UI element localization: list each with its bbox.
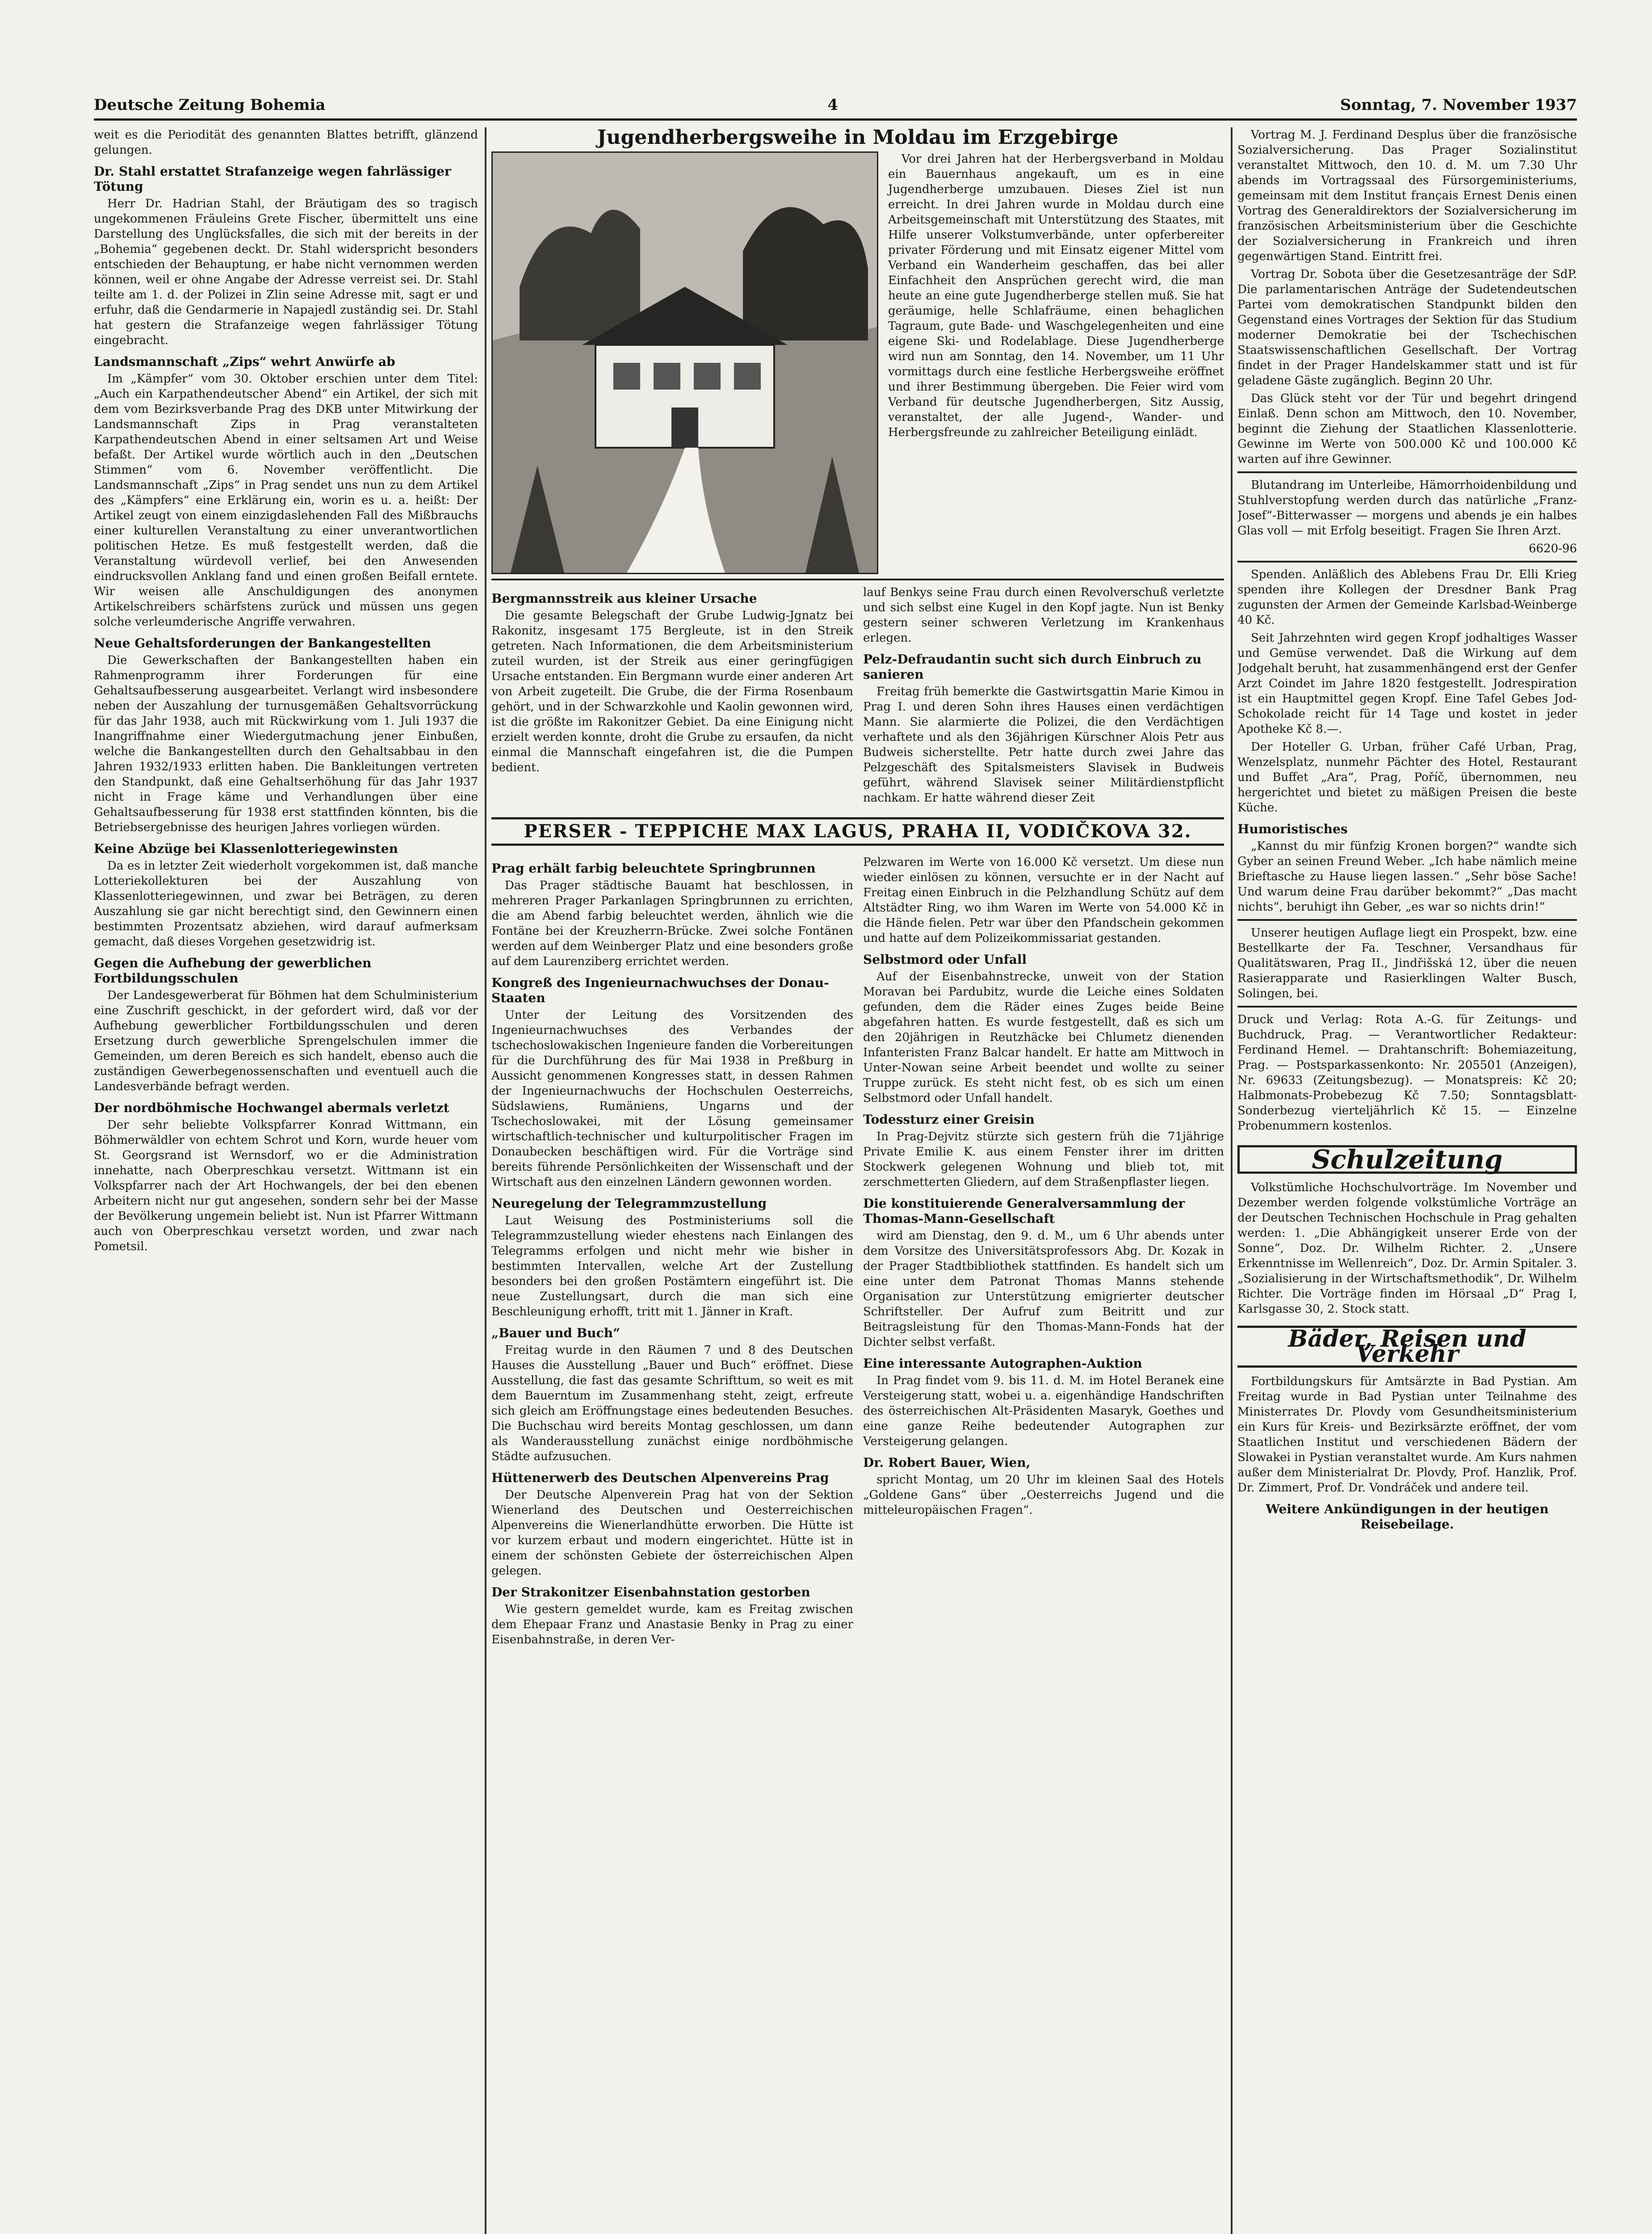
col3-paragraph-3: Das Glück steht vor der Tür und begehrt dringend Einlaß. Denn schon am Mittwoch, den 10. November, beginnt die Ziehung der Staatlichen Klassenlotterie. Gewinne im Werte von 500.000 Kč und 100.000 Kč warten auf ihre Gewinner. — [1237, 392, 1577, 466]
col2-heading-6: Hüttenerwerb des Deutschen Alpenvereins Prag — [491, 1470, 829, 1485]
col1-paragraph-2: Im „Kämpfer“ vom 30. Oktober erschien unter dem Titel: „Auch ein Karpathendeutscher Abend“ ein Artikel, der sich mit dem vom Bezirksverbande Prag des DKB unter Mitwirkung der Landsmannschaft Zips in Prag veranstalteten Karpathendeutschen Abend in einer seltsamen Art und Weise befaßt. Der Artikel wurde wörtlich auch in den „Deutschen Stimmen“ vom 6. November veröffentlicht. Die Landsmannschaft „Zips“ in Prag sendet uns nun zu dem Artikel des „Kämpfers“ eine Erklärung ein, worin es u. a. heißt: Der Artikel zeugt von einem einzigdaslehenden Fall des Mißbrauchs einer kulturellen Veranstaltung zu einer unverantwortlichen politischen Hetze. Es muß festgestellt werden, daß die Veranstaltung würdevoll verlief, bei den Anwesenden eindrucksvollen Anklang fand und einen großen Beifall erntete. Wir weisen alle Anschuldigungen des anonymen Artikelschreibers schärfstens zurück und müssen uns gegen solche verleumderische Angriffe verwahren. — [94, 372, 478, 629]
col2-heading-9: Selbstmord oder Unfall — [863, 952, 1027, 967]
col2-paragraph-1: Die gesamte Belegschaft der Grube Ludwig-Jgnatz bei Rakonitz, insgesamt 175 Bergleute, ist in den Streik getreten. Nach Informationen, die dem Arbeitsministerium zuteil wurden, ist der Streik aus einer geringfügigen Ursache entstanden. Ein Bergmann wurde einer anderen Art von Arbeit zugeteilt. Die Grube, die der Firma Rosenbaum gehört, und in der Schwarzkohle und Kaolin gewonnen wird, ist die größte im Rakonitzer Gebiet. Da eine Einigung nicht erzielt werden konnte, droht die Grube zu ersaufen, da nicht einmal die Mannschaft eingefahren ist, die die Pumpen bedient. — [491, 609, 853, 774]
col2-heading-1: Bergmannsstreik aus kleiner Ursache — [491, 591, 757, 606]
col1-paragraph-5: Der Landesgewerberat für Böhmen hat dem Schulministerium eine Zuschrift geschickt, in der gefordert wird, daß vor der Aufhebung gewerblicher Fortbildungsschulen und deren Ersetzung durch gewerbliche Sprengelschulen immer die Gemeinden, um deren Bereich es sich handelt, ebenso auch die zuständigen Gewerbegenossenschaften und eventuell auch die Landesverbände befragt werden. — [94, 989, 478, 1093]
col3-paragraph-9: Unserer heutigen Auflage liegt ein Prospekt, bzw. eine Bestellkarte der Fa. Teschner, Versandhaus für Qualitätswaren, Prag II., Jindřišská 12, über die neuen Rasierapparate und Rasierklingen Walter Busch, Solingen, bei. — [1237, 926, 1577, 1000]
col2-paragraph-1b: lauf Benkys seine Frau durch einen Revolverschuß verletzte und sich selbst eine Kugel in den Kopf jagte. Nun ist Benky gestern seiner schweren Verletzung im Krankenhaus erlegen. — [863, 586, 1224, 645]
col2-paragraph-7: Wie gestern gemeldet wurde, kam es Freitag zwischen dem Ehepaar Franz und Anastasie Benky in Prag zu einer Eisenbahnstraße, in deren Ver- — [491, 1603, 853, 1646]
col1-heading-5: Gegen die Aufhebung der gewerblichen Fortbildungsschulen — [94, 956, 372, 986]
center-row-1-left — [491, 585, 853, 808]
col2-paragraph-9: Auf der Eisenbahnstrecke, unweit von der Station Moravan bei Pardubitz, wurde die Leiche eines Soldaten gefunden, dem die Räder eines Zuges beide Beine abgefahren hatten. Es wurde festgestellt, daß es sich um den 20jährigen in Reutzhäcke bei Chlumetz dienenden Infanteristen Franz Balcar handelt. Er hatte am Mittwoch in Unter-Nowan seine Arbeit beendet und wollte zu seiner Truppe zurück. Es steht nicht fest, ob es sich um einen Selbstmord oder Unfall handelt. — [863, 970, 1224, 1105]
col1-paragraph-1: Herr Dr. Hadrian Stahl, der Bräutigam des so tragisch ungekommenen Fräuleins Grete Fischer, übermittelt uns eine Darstellung des Unglücksfalles, die sich mit der bereits in der „Bohemia“ gegebenen deckt. Dr. Stahl widerspricht besonders entschieden der Behauptung, er habe nicht vernommen werden können, weil er ohne Angabe der Adresse verreist sei. Dr. Stahl teilte am 1. d. der Polizei in Zlin seine Adresse mit, sagt er und erfuhr, daß die Gendarmerie in Napajedl zuständig sei. Dr. Stahl hat gestern die Strafanzeige wegen fahrlässiger Tötung eingebracht. — [94, 197, 478, 347]
divider — [1237, 1006, 1577, 1008]
column-rule-2 — [1231, 127, 1233, 2234]
col2-paragraph-2: Das Prager städtische Bauamt hat beschlossen, in mehreren Prager Parkanlagen Springbrunnen zu errichten, die am Abend farbig beleuchtet werden, ähnlich wie die Fontäne bei der Kreuzherrn-Brücke. Zwei solche Fontänen werden auf dem Weinberger Platz und eine besonders große auf dem Laurenziberg errichtet werden. — [491, 879, 853, 968]
divider — [1237, 919, 1577, 921]
article-title-youth-hostel: Jugendherbergsweihe in Moldau im Erzgebirge — [597, 127, 1119, 149]
carpet-advertisement: PERSER - TEPPICHE MAX LAGUS, PRAHA II, VODIČKOVA 32. — [491, 817, 1224, 846]
col2-paragraph-8: Pelzwaren im Werte von 16.000 Kč versetzt. Um diese nun wieder einlösen zu können, versuchte er in der Nacht auf Freitag einen Einbruch in die Pelzhandlung Schütz auf dem Altstädter Ring, wo ihm Waren im Werte von 54.000 Kč in die Hände fielen. Petr war über den Pfandschein gekommen und hatte auf dem Polizeikommissariat gestanden. — [863, 856, 1224, 945]
col2-paragraph-5: Freitag wurde in den Räumen 7 und 8 des Deutschen Hauses die Ausstellung „Bauer und Buch“ eröffnet. Diese Ausstellung, die fast das gesamte Schrifttum, so weit es mit dem Bauerntum im Zusammenhang steht, zeigt, erfreute sich gleich am Eröffnungstage eines bedeutenden Besuches. Die Buchschau wird bereits Montag geschlossen, um dann als Wanderausstellung zunächst einige nordböhmische Städte aufzusuchen. — [491, 1344, 853, 1463]
section-title-travel: Bäder, Reisen und Verkehr — [1237, 1326, 1577, 1368]
column-2 — [491, 127, 1224, 2234]
col2-paragraph-3: Unter der Leitung des Vorsitzenden des Ingenieurnachwuchses des Verbandes der tschechoslowakischen Ingenieure fanden die Vorbereitungen für die Durchführung des für Mai 1938 in Preßburg in Aussicht genommenen Kongresses statt, in dessen Rahmen der Ingenieurnachwuchs der Hochschulen Oesterreichs, Südslawiens, Rumäniens, Ungarns und der Tschechoslowakei, mit der Lösung gemeinsamer wirtschaftlich-technischer und kulturpolitischer Fragen im Donaubecken beschäftigen wird. Für die Vorträge sind bereits führende Persönlichkeiten der Wissenschaft und der Wirtschaft aus den einzelnen Ländern gewonnen worden. — [491, 1008, 853, 1189]
col2-paragraph-13: spricht Montag, um 20 Uhr im kleinen Saal des Hotels „Goldene Gans“ über „Oesterreichs Jugend und die mitteleuropäischen Fragen“. — [863, 1473, 1224, 1517]
col1-paragraph-4: Da es in letzter Zeit wiederholt vorgekommen ist, daß manche Lotteriekollekturen bei der Auszahlung von Klassenlotteriegewinnen, und zwar bei Beträgen, zu deren Auszahlung sie gar nicht berechtigt sind, den Gewinnern einen bestimmten Prozentsatz abziehen, wird darauf aufmerksam gemacht, daß dieses Vorgehen gesetzwidrig ist. — [94, 859, 478, 949]
col2-heading-4: Neuregelung der Telegrammzustellung — [491, 1196, 767, 1211]
col2-heading-11: Die konstituierende Generalversammlung der Thomas-Mann-Gesellschaft — [863, 1196, 1185, 1226]
masthead-page-number: 4 — [827, 96, 838, 114]
col2-heading-5: „Bauer und Buch“ — [491, 1326, 621, 1340]
column-rule-1 — [485, 127, 486, 2234]
col3-tail-note: Weitere Ankündigungen in der heutigen Reisebeilage. — [1266, 1502, 1549, 1532]
col2-heading-7: Der Strakonitzer Eisenbahnstation gestorben — [491, 1585, 810, 1600]
column-3 — [1237, 127, 1577, 2234]
col2-paragraph-12: In Prag findet vom 9. bis 11. d. M. im Hotel Beranek eine Versteigerung statt, wobei u. a. eigenhändige Handschriften des österreichischen Alt-Präsidenten Masaryk, Goethes und eine ganze Reihe bedeutender Autographen zur Versteigerung gelangen. — [863, 1374, 1224, 1448]
youth-hostel-text: Vor drei Jahren hat der Herbergsverband in Moldau ein Bauernhaus angekauft, um es in eine Jugendherberge umzubauen. Dieses Ziel ist nun erreicht. In drei Jahren wurde in Moldau durch eine Arbeitsgemeinschaft mit Unterstützung des Staates, mit Hilfe unserer Volkstumverbände, unter opferbereiter privater Förderung und mit Einsatz eigener Mittel vom Verband ein Wanderheim geschaffen, das bei aller Einfachheit den Ansprüchen gerecht wird, die man heute an eine gute Jugendherberge stellen muß. Sie hat geräumige, helle Schlafräume, einen behaglichen Tagraum, gute Bade- und Waschgelegenheiten und eine eigene Ski- und Rodelablage. Diese Jugendherberge wird nun am Sonntag, den 14. November, um 11 Uhr vormittags durch eine festliche Herbergsweihe eröffnet und ihrer Bestimmung übergeben. Die Feier wird vom Verband für deutsche Jugendherbergen, Sitz Aussig, veranstaltet, der alle Jugend-, Wander- und Herbergsfreunde zu zahlreicher Beteiligung einlädt. — [888, 152, 1224, 439]
divider — [1237, 561, 1577, 563]
col2-heading-10: Todessturz einer Greisin — [863, 1112, 1035, 1127]
col1-intro: weit es die Periodität des genannten Blattes betrifft, glänzend gelungen. — [94, 128, 478, 157]
col2-paragraph-10: In Prag-Dejvitz stürzte sich gestern früh die 71jährige Private Emilie K. aus einem Fenster ihrer im dritten Stockwerk gelegenen Wohnung und blieb tot, mit zerschmetterten Gliedern, auf dem Straßenpflaster liegen. — [863, 1130, 1224, 1189]
col3-paragraph-4: Blutandrang im Unterleibe, Hämorrhoidenbildung und Stuhlverstopfung werden durch das natürliche „Franz-Josef“-Bitterwasser — morgens und abends je ein halbes Glas voll — mit Erfolg beseitigt. Fragen Sie Ihren Arzt. — [1237, 479, 1577, 538]
col2-heading-3: Kongreß des Ingenieurnachwuchses der Donau-Staaten — [491, 975, 829, 1005]
col2-paragraph-6: Der Deutsche Alpenverein Prag hat von der Sektion Wienerland des Deutschen und Oesterreichischen Alpenvereins die Wienerlandhütte erworben. Die Hütte ist vor kurzem erbaut und modern eingerichtet. Hütte ist in einem der schönsten Gebiete der österreichischen Alpen gelegen. — [491, 1488, 853, 1578]
youth-hostel-illustration — [491, 151, 878, 574]
divider — [1237, 471, 1577, 473]
col3-paragraph-1: Vortrag M. J. Ferdinand Desplus über die französische Sozialversicherung. Das Prager Sozialinstitut veranstaltet Mittwoch, den 10. d. M. um 7.30 Uhr abends im Vortragssaal des Fürsorgeministeriums, gemeinsam mit dem Institut français Ernest Denis einen Vortrag des Generaldirektors der Sozialversicherung im französischen Arbeitsministerium über die Geschichte der Sozialversicherung in Frankreich und ihren gegenwärtigen Stand. Eintritt frei. — [1237, 128, 1577, 263]
col2-paragraph-4: Laut Weisung des Postministeriums soll die Telegrammzustellung wieder ehestens nach Einlangen des Telegramms erfolgen und nicht mehr wie bisher in bestimmten Intervallen, welche Art der Zustellung besonders bei den großen Postämtern eingeführt ist. Die neue Zustellungsart, durch die man sich eine Beschleunigung erhofft, tritt mit 1. Jänner in Kraft. — [491, 1214, 853, 1319]
col1-heading-4: Keine Abzüge bei Klassenlotteriegewinsten — [94, 841, 398, 856]
center-row-2 — [491, 855, 1224, 1650]
col2-paragraph-11: wird am Dienstag, den 9. d. M., um 6 Uhr abends unter dem Vorsitze des Universitätsprofessors Abg. Dr. Kozak in der Prager Stadtbibliothek stattfinden. Es handelt sich um eine unter dem Patronat Thomas Manns stehende Organisation zur Unterstützung emigrierter deutscher Schriftsteller. Der Aufruf zum Beitritt und zur Beitragsleistung für den Thomas-Mann-Fonds hat der Dichter selbst verfaßt. — [863, 1229, 1224, 1349]
col1-heading-6: Der nordböhmische Hochwangel abermals verletzt — [94, 1100, 449, 1115]
col1-paragraph-3: Die Gewerkschaften der Bankangestellten haben ein Rahmenprogramm ihrer Forderungen für eine Gehaltsaufbesserung ausgearbeitet. Verlangt wird insbesondere neben der Auszahlung der turnusgemäßen Gehaltsvorrückung für das Jahr 1938, auch mit Rückwirkung vom 1. Juli 1937 die Inangriffnahme einer Wiedergutmachung jener Einbußen, welche die Bankangestellten durch den Gehaltsabbau in den Jahren 1932/1933 erlitten haben. Die Bankleitungen vertreten den Standpunkt, daß eine Gehaltserhöhung für das Jahr 1937 nicht in Frage käme und Verhandlungen über eine Gehaltsaufbesserung für 1938 erst stattfinden könnten, bis die Betriebsergebnisse des heurigen Jahres vorliegen würden. — [94, 654, 478, 834]
col3-heading-humor: Humoristisches — [1237, 822, 1348, 836]
masthead-date: Sonntag, 7. November 1937 — [1340, 96, 1577, 114]
col2-heading-2: Prag erhält farbig beleuchtete Springbrunnen — [491, 861, 816, 876]
masthead — [94, 89, 1577, 121]
center-row-2-right — [863, 855, 1224, 1650]
col1-paragraph-6: Der sehr beliebte Volkspfarrer Konrad Wittmann, ein Böhmerwäldler von echtem Schrot und Korn, wurde heuer vom St. Georgsrand ist Wernsdorf, wo er die Administration innehatte, nach Oberpreschkau versetzt. Wittmann ist ein Volkspfarrer nach der Art Hochwangels, der bei den ebenen Arbeitern nicht nur gut angesehen, sondern sehr bei der Masse der Bevölkerung ungemein beliebt ist. Nun ist Pfarrer Wittmann auch von Oberpreschkau versetzt worden, und zwar nach Pometsil. — [94, 1118, 478, 1253]
col3-ad-number: 6620-96 — [1528, 542, 1577, 555]
col3-paragraph-10: Volkstümliche Hochschulvorträge. Im November und Dezember werden folgende volkstümliche Vorträge an der Deutschen Technischen Hochschule in Prag gehalten werden: 1. „Die Abhängigkeit unserer Erde von der Sonne“, Doz. Dr. Wilhelm Richter. 2. „Unsere Erkenntnisse im Wellenreich“, Doz. Dr. Armin Spitaler. 3. „Sozialisierung in der Wirtschaftsmethodik“, Dr. Wilhelm Richter. Die Vorträge finden im Hörsaal „D“ Prag I, Karlsgasse 30, 2. Stock statt. — [1237, 1181, 1577, 1316]
section-title-schulzeitung: Schulzeitung — [1237, 1145, 1577, 1174]
center-row-1-right — [863, 585, 1224, 808]
divider — [491, 579, 1224, 580]
column-1 — [94, 127, 478, 2234]
col2-heading-1c: Pelz-Defraudantin sucht sich durch Einbruch zu sanieren — [863, 652, 1202, 682]
col1-heading-2: Landsmannschaft „Zips“ wehrt Anwürfe ab — [94, 354, 395, 369]
center-row-1 — [491, 585, 1224, 808]
youth-hostel-block — [491, 151, 1224, 574]
col3-paragraph-7: Der Hoteller G. Urban, früher Café Urban, Prag, Wenzelsplatz, nunmehr Pächter des Hotel, Restaurant und Buffet „Ara“, Prag, Poříč, übernommen, neu hergerichtet und bietet zu mäßigen Preisen die beste Küche. — [1237, 740, 1577, 815]
col3-paragraph-2: Vortrag Dr. Sobota über die Gesetzesanträge der SdP. Die parlamentarischen Anträge der Sudetendeutschen Partei vom demokratischen Standpunkt bilden den Gegenstand eines Vortrages der Sektion für das Studium moderner Demokratie bei der Tschechischen Staatswissenschaftlichen Gesellschaft. Der Vortrag findet in der Prager Handelskammer statt und ist für geladene Gäste zugänglich. Beginn 20 Uhr. — [1237, 268, 1577, 387]
center-row-2-left — [491, 855, 853, 1650]
col2-heading-13: Dr. Robert Bauer, Wien, — [863, 1455, 1031, 1470]
col2-paragraph-1c: Freitag früh bemerkte die Gastwirtsgattin Marie Kimou in Prag I. und deren Sohn ihres Hauses einen verdächtigen Mann. Sie alarmierte die Polizei, die den Verdächtigen verhaftete und als den 36jährigen Kürschner Alois Petr aus Budweis sicherstellte. Petr hatte durch zwei Jahre das Pelzgeschäft des Spitalsmeisters Slavisek in Budweis geführt, während Slavisek seiner Militärdienstpflicht nachkam. Er hatte während dieser Zeit — [863, 685, 1224, 805]
col2-heading-12: Eine interessante Autographen-Auktion — [863, 1356, 1142, 1371]
masthead-paper-name: Deutsche Zeitung Bohemia — [94, 96, 326, 114]
col1-heading-1: Dr. Stahl erstattet Strafanzeige wegen fahrlässiger Tötung — [94, 164, 451, 194]
col3-paragraph-8: „Kannst du mir fünfzig Kronen borgen?“ wandte sich Gyber an seinen Freund Weber. „Ich habe nämlich meine Brieftasche zu Hause liegen lassen.“ „Sehr böse Sache! Und warum deine Frau darüber bekommt?“ „Das macht nichts“, beruhigt ihn Geber, „es war so nichts drin!“ — [1237, 840, 1577, 914]
col3-paragraph-5: Spenden. Anläßlich des Ablebens Frau Dr. Elli Krieg spenden ihre Kollegen der Dresdner Bank Prag zugunsten der Armen der Gemeinde Karlsbad-Weinberge 40 Kč. — [1237, 568, 1577, 627]
col3-paragraph-11: Fortbildungskurs für Amtsärzte in Bad Pystian. Am Freitag wurde in Bad Pystian unter Teilnahme des Ministerrates Dr. Plovdy vom Gesundheitsministerium ein Kurs für Kreis- und Bezirksärzte eröffnet, der vom Staatlichen Institut und verschiedenen Bädern der Slowakei in Pystian veranstaltet wurde. Am Kurs nahmen außer dem Ministerialrat Dr. Plovdy, Prof. Hanzlik, Prof. Dr. Zimmert, Prof. Dr. Vondráček und andere teil. — [1237, 1375, 1577, 1495]
col1-heading-3: Neue Gehaltsforderungen der Bankangestellten — [94, 636, 431, 651]
imprint: Druck und Verlag: Rota A.-G. für Zeitungs- und Buchdruck, Prag. — Verantwortlicher Redakteur: Ferdinand Hemel. — Drahtanschrift: Bohemiazeitung, Prag. — Postsparkassenkonto: Nr. 205501 (Anzeigen), Nr. 69633 (Zeitungsbezug). — Monatspreis: Kč 20; Halbmonats-Probebezug Kč 7.50; Sonntagsblatt-Sonderbezug vierteljährlich Kč 15. — Einzelne Probenummern kostenlos. — [1237, 1013, 1577, 1133]
col3-paragraph-6: Seit Jahrzehnten wird gegen Kropf jodhaltiges Wasser und Gemüse verwendet. Daß die Wirkung auf dem Jodgehalt beruht, hat zusammenhängend erst der Genfer Arzt Coindet im Jahre 1820 festgestellt. Jodrespiration ist ein Hauptmittel gegen Kropf. Eine Tafel Gebes Jod-Schokolade reicht für 14 Tage und kostet in jeder Apotheke Kč 8.—. — [1237, 631, 1577, 736]
